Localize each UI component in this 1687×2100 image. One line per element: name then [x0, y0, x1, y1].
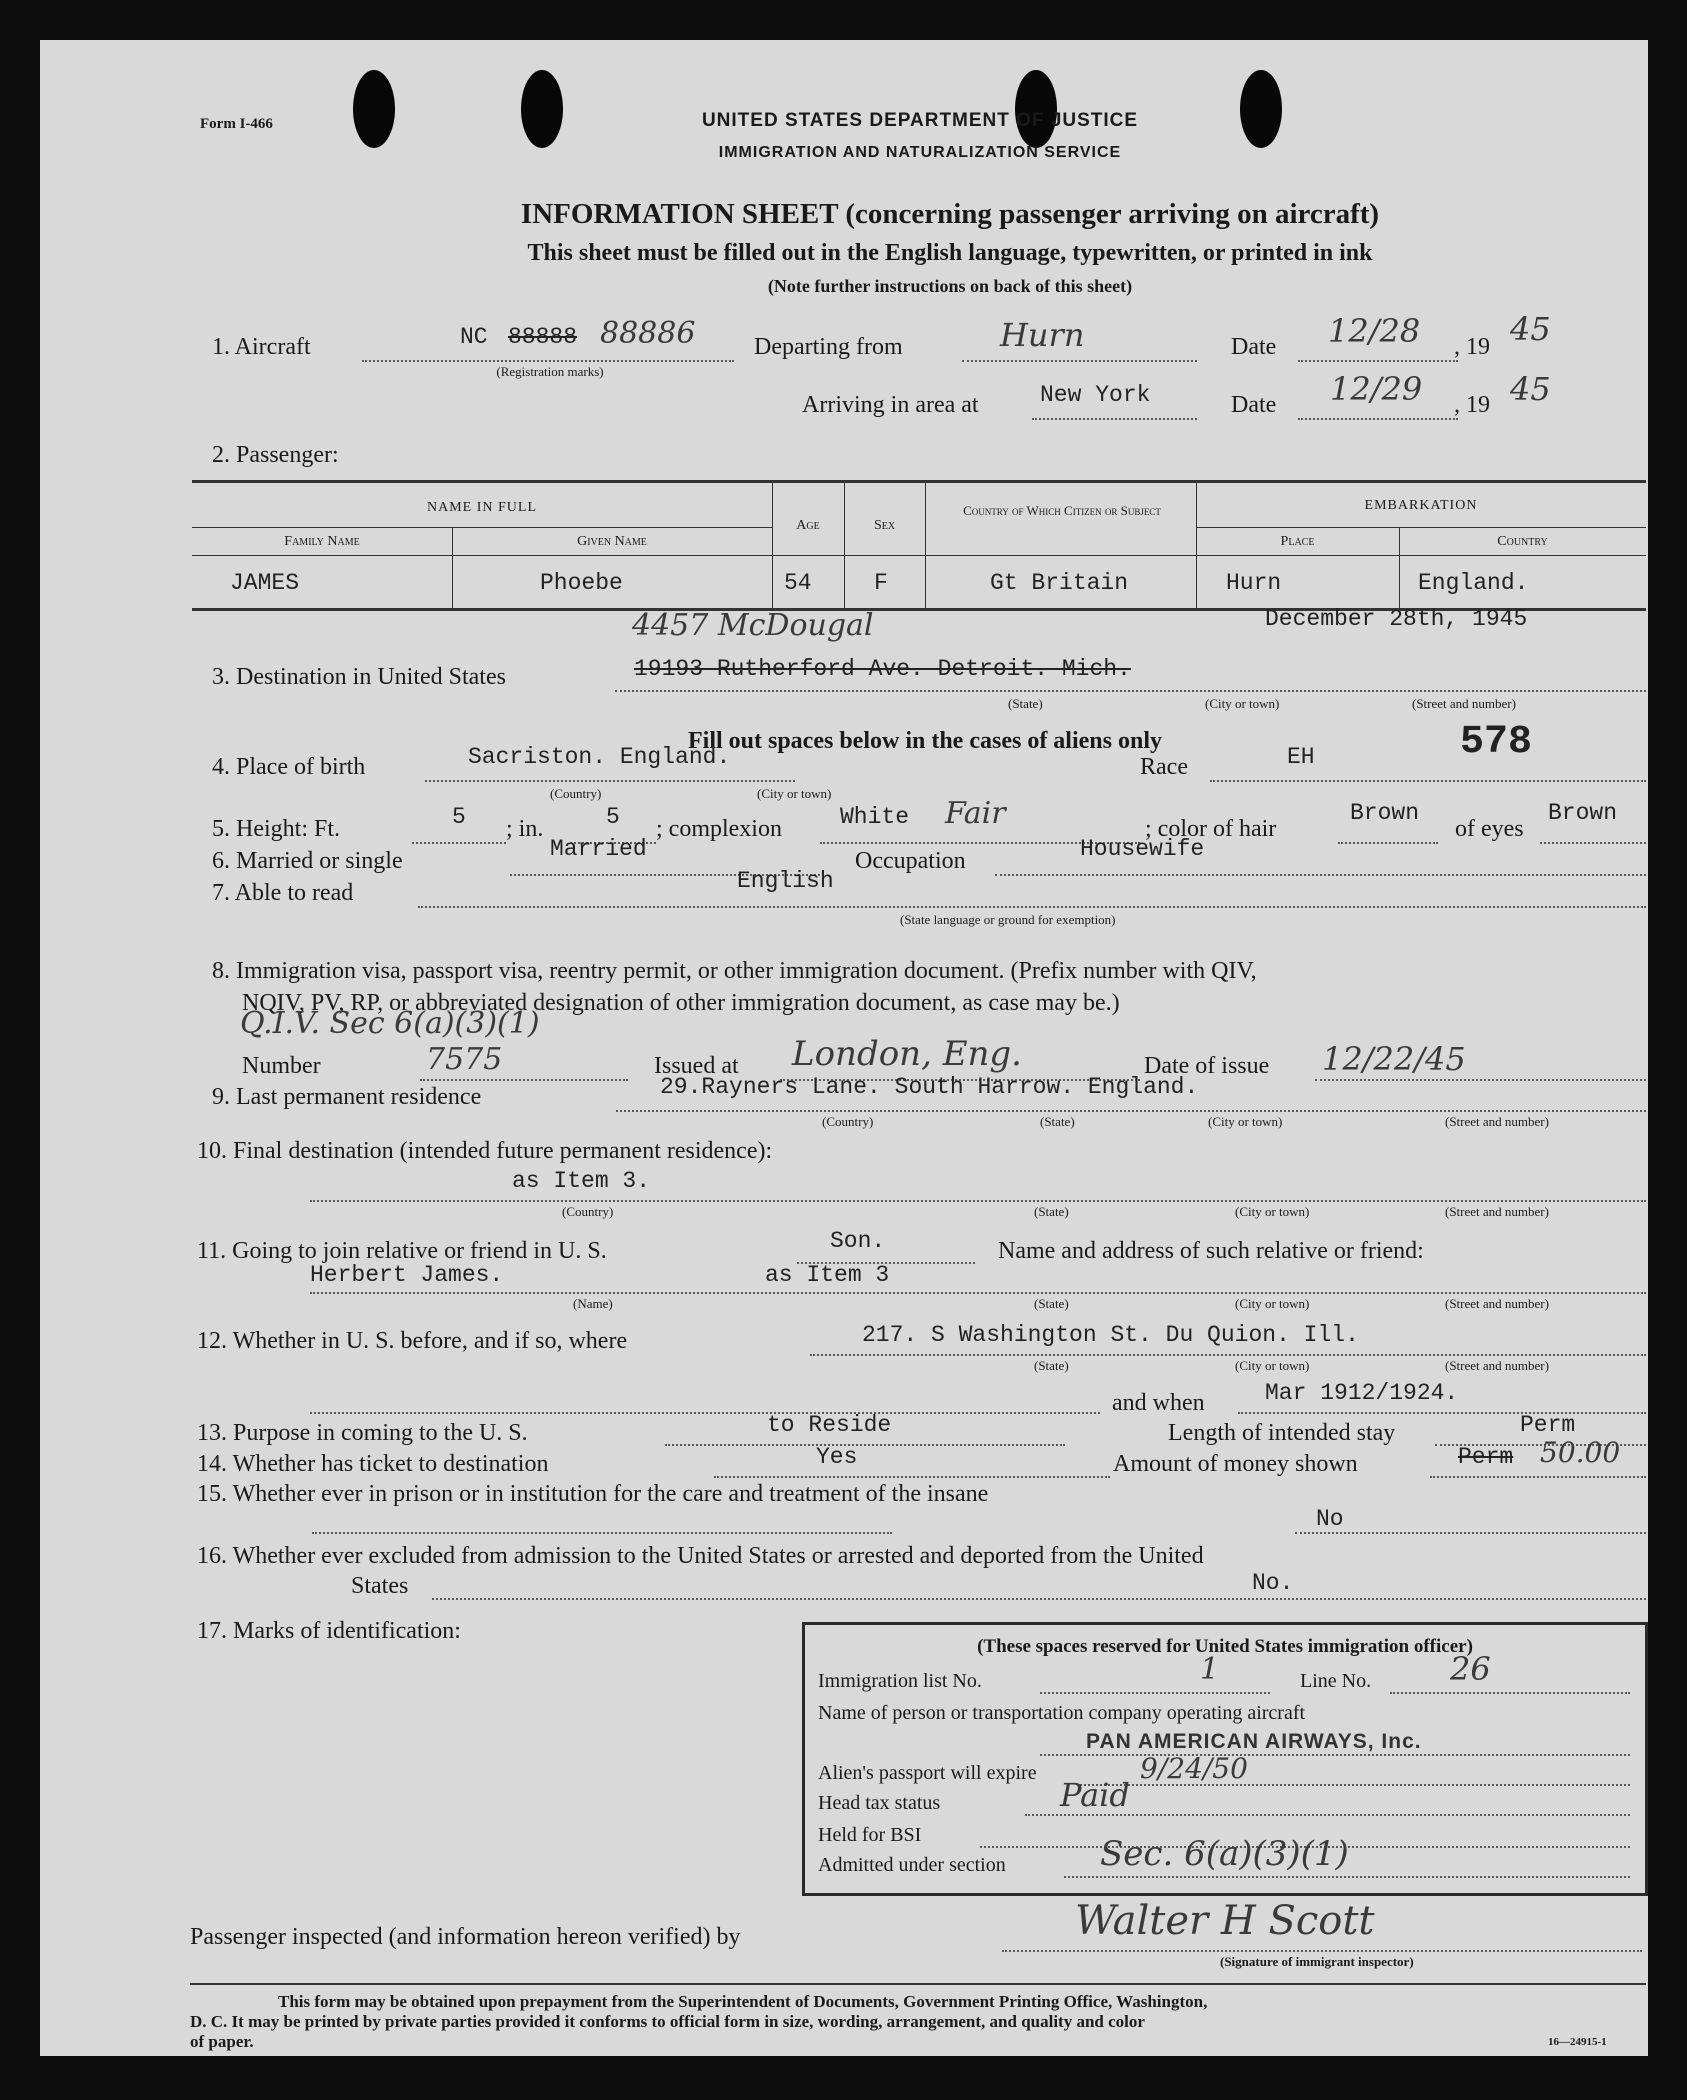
label-final-destination: 10. Final destination (intended future permanent residence): [197, 1138, 773, 1164]
punch-hole [1015, 70, 1057, 148]
punch-hole [353, 70, 395, 148]
instruction-note: (Note further instructions on back of this sheet) [767, 276, 1133, 296]
caption-street: (Street and number) [1445, 1114, 1549, 1129]
label-visa-line2: NQIV, PV, RP, or abbreviated designation of other immigration document, as case may be.) [242, 990, 1120, 1016]
label-departing-from: Departing from [754, 334, 903, 360]
footer-rule [190, 1983, 1646, 1985]
label-passport-expire: Alien's passport will expire [818, 1762, 1037, 1784]
punch-hole [521, 70, 563, 148]
us-before-when-value: Mar 1912/1924. [1265, 1380, 1459, 1406]
label-excluded-line2: States [351, 1573, 409, 1599]
label-excluded-line1: 16. Whether ever excluded from admission to the United States or arrested and deported from the United [197, 1543, 1204, 1569]
caption-city: (City or town) [1205, 696, 1280, 711]
issued-at-value: London, Eng. [792, 1034, 1022, 1074]
height-ft-value: 5 [452, 804, 466, 830]
ticket-value: Yes [816, 1444, 858, 1470]
header-family-name: Family Name [284, 534, 360, 549]
label-aircraft: 1. Aircraft [212, 334, 311, 360]
caption-street: (Street and number) [1445, 1358, 1549, 1373]
label-eye-color: of eyes [1455, 816, 1524, 842]
depart-year-value: 45 [1510, 310, 1551, 348]
aircraft-nc: NC [460, 324, 488, 350]
label-and-when: and when [1112, 1390, 1205, 1416]
visa-hand-notation: Q.I.V. Sec 6(a)(3)(1) [240, 1006, 540, 1041]
purpose-value: to Reside [767, 1412, 892, 1438]
arrive-year-prefix: , 19 [1454, 392, 1490, 418]
label-passenger: 2. Passenger: [212, 442, 339, 468]
caption-country: (Country) [550, 786, 602, 801]
label-last-residence: 9. Last permanent residence [212, 1084, 482, 1110]
caption-street: (Street and number) [1412, 696, 1516, 711]
header-embarkation: EMBARKATION [1364, 498, 1478, 513]
depart-date-value: 12/28 [1328, 312, 1421, 350]
label-length-of-stay: Length of intended stay [1168, 1420, 1396, 1446]
arriving-in-value: New York [1040, 382, 1151, 408]
header-country-citizen: Country of Which Citizen or Subject [963, 503, 1161, 518]
arrive-date-value: 12/29 [1330, 370, 1423, 408]
label-us-before: 12. Whether in U. S. before, and if so, where [197, 1328, 628, 1354]
label-head-tax: Head tax status [818, 1792, 941, 1814]
header-country: Country [1497, 534, 1548, 549]
cell-given-name: Phoebe [540, 570, 623, 596]
header-name-in-full: NAME IN FULL [427, 500, 537, 515]
label-able-to-read: 7. Able to read [212, 880, 354, 906]
length-of-stay-value: Perm [1520, 1412, 1576, 1438]
instruction-line: This sheet must be filled out in the English language, typewritten, or printed in ink [527, 240, 1373, 266]
label-depart-date: Date [1231, 334, 1277, 360]
label-arriving-in: Arriving in area at [802, 392, 979, 418]
label-height: 5. Height: Ft. [212, 816, 341, 842]
caption-state: (State) [1040, 1114, 1075, 1129]
passport-expire-value: 9/24/50 [1140, 1752, 1248, 1785]
page-title: INFORMATION SHEET (concerning passenger arriving on aircraft) [520, 198, 1380, 230]
cell-sex: F [874, 570, 888, 596]
caption-street: (Street and number) [1445, 1296, 1549, 1311]
depart-year-prefix: , 19 [1454, 334, 1490, 360]
label-name-address: Name and address of such relative or friend: [998, 1238, 1424, 1264]
cell-family-name: JAMES [230, 570, 300, 596]
label-date-of-issue: Date of issue [1144, 1053, 1270, 1079]
form-number: Form I-466 [200, 116, 273, 132]
line-no-value: 26 [1450, 1650, 1491, 1688]
eye-color-value: Brown [1548, 800, 1618, 826]
label-prison: 15. Whether ever in prison or in institution for the care and treatment of the insane [197, 1481, 989, 1507]
aircraft-hand-number: 88886 [600, 316, 696, 351]
birth-place-value: Sacriston. England. [468, 744, 731, 770]
label-hair-color: ; color of hair [1145, 816, 1277, 842]
label-inspected-by: Passenger inspected (and information hereon verified) by [190, 1924, 741, 1950]
final-destination-value: as Item 3. [512, 1168, 651, 1194]
destination-hand-address: 4457 McDougal [632, 608, 874, 643]
cell-citizen: Gt Britain [990, 570, 1129, 596]
caption-state-language: (State language or ground for exemption) [900, 912, 1116, 927]
relative-name-value: Herbert James. [310, 1262, 504, 1288]
officer-box-header: (These spaces reserved for United States immigration officer) [977, 1636, 1473, 1657]
label-operator: Name of person or transportation company operating aircraft [818, 1702, 1306, 1724]
label-purpose: 13. Purpose in coming to the U. S. [197, 1420, 528, 1446]
information-sheet [40, 40, 1648, 2056]
caption-state: (State) [1034, 1358, 1069, 1373]
complexion-hand-value: Fair [945, 796, 1006, 831]
inspector-signature: Walter H Scott [1075, 1898, 1375, 1944]
label-marks-of-identification: 17. Marks of identification: [197, 1618, 461, 1644]
label-imm-list-no: Immigration list No. [818, 1670, 982, 1692]
service-name: IMMIGRATION AND NATURALIZATION SERVICE [718, 144, 1122, 161]
label-occupation: Occupation [855, 848, 966, 874]
excluded-value: No. [1252, 1570, 1294, 1596]
label-visa-number: Number [242, 1053, 321, 1079]
label-held-bsi: Held for BSI [818, 1824, 922, 1846]
cell-emb-country: England. [1418, 570, 1529, 596]
operator-value: PAN AMERICAN AIRWAYS, Inc. [1086, 1730, 1422, 1753]
table-top-rule [192, 480, 1646, 483]
us-before-where-value: 217. S Washington St. Du Quion. Ill. [862, 1322, 1359, 1348]
money-hand-value: 50.00 [1540, 1436, 1621, 1469]
aliens-only-heading: Fill out spaces below in the cases of aliens only [687, 728, 1162, 754]
header-sex: Sex [873, 518, 896, 533]
label-line-no: Line No. [1300, 1670, 1372, 1692]
height-in-value: 5 [606, 804, 620, 830]
caption-city: (City or town) [1235, 1204, 1310, 1219]
label-admitted-under: Admitted under section [818, 1854, 1006, 1876]
footer-line3: of paper. [190, 2032, 254, 2051]
header-place: Place [1280, 534, 1315, 549]
caption-city: (City or town) [1235, 1296, 1310, 1311]
arrive-year-value: 45 [1510, 370, 1551, 408]
label-arrive-date: Date [1231, 392, 1277, 418]
imm-list-no-value: 1 [1200, 1652, 1220, 1687]
label-destination: 3. Destination in United States [212, 664, 506, 690]
admitted-under-value: Sec. 6(a)(3)(1) [1100, 1834, 1349, 1874]
head-tax-value: Paid [1060, 1776, 1130, 1814]
caption-name: (Name) [573, 1296, 613, 1311]
form-code: 16—24915-1 [1548, 2036, 1607, 2048]
label-marital: 6. Married or single [212, 848, 403, 874]
caption-state: (State) [1034, 1204, 1069, 1219]
caption-street: (Street and number) [1445, 1204, 1549, 1219]
punch-hole [1240, 70, 1282, 148]
label-money-shown: Amount of money shown [1113, 1451, 1358, 1477]
caption-city: (City or town) [1208, 1114, 1283, 1129]
read-value: English [737, 868, 834, 894]
money-typed-value: Perm [1458, 1444, 1514, 1470]
caption-city: (City or town) [1235, 1358, 1310, 1373]
destination-typed-address: 19193 Rutherford Ave. Detroit. Mich. [634, 656, 1131, 682]
signature-caption: (Signature of immigrant inspector) [1220, 1954, 1414, 1969]
registration-marks-caption: (Registration marks) [496, 364, 604, 379]
label-visa-line1: 8. Immigration visa, passport visa, reentry permit, or other immigration document. (Prefix number with QIV, [212, 958, 1257, 984]
join-relative-value: Son. [830, 1228, 886, 1254]
footer-line1: This form may be obtained upon prepayment from the Superintendent of Documents, Government Printing Office, Washington, [278, 1992, 1208, 2011]
hair-color-value: Brown [1350, 800, 1420, 826]
label-height-in: ; in. [506, 816, 544, 842]
footer-line2: D. C. It may be printed by private parties provided it conforms to official form in size, wording, arrangement, and quality and color [190, 2012, 1145, 2031]
label-join-relative: 11. Going to join relative or friend in U. S. [197, 1238, 607, 1264]
complexion-typed-value: White [840, 804, 910, 830]
occupation-value: Housewife [1080, 836, 1205, 862]
race-value: EH [1287, 744, 1315, 770]
caption-state: (State) [1034, 1296, 1069, 1311]
marital-value: Married [550, 836, 647, 862]
label-issued-at: Issued at [654, 1053, 739, 1079]
file-number: 578 [1460, 720, 1533, 765]
header-given-name: Given Name [577, 534, 647, 549]
departing-from-value: Hurn [1000, 316, 1085, 354]
label-race: Race [1140, 754, 1188, 780]
caption-country: (Country) [562, 1204, 614, 1219]
visa-number-value: 7575 [426, 1042, 503, 1077]
department-name: UNITED STATES DEPARTMENT OF JUSTICE [701, 110, 1139, 131]
prison-value: No [1316, 1506, 1344, 1532]
label-complexion: ; complexion [656, 816, 782, 842]
aircraft-typed-number: 88888 [508, 324, 578, 350]
date-of-issue-value: 12/22/45 [1322, 1040, 1466, 1078]
relative-address-value: as Item 3 [765, 1262, 890, 1288]
label-place-of-birth: 4. Place of birth [212, 754, 366, 780]
last-residence-value: 29.Rayners Lane. South Harrow. England. [660, 1074, 1199, 1100]
caption-state: (State) [1008, 696, 1043, 711]
destination-date: December 28th, 1945 [1265, 606, 1528, 632]
caption-city: (City or town) [757, 786, 832, 801]
cell-emb-place: Hurn [1226, 570, 1282, 596]
cell-age: 54 [784, 570, 812, 596]
header-age: Age [796, 518, 820, 533]
label-ticket: 14. Whether has ticket to destination [197, 1451, 549, 1477]
caption-country: (Country) [822, 1114, 874, 1129]
